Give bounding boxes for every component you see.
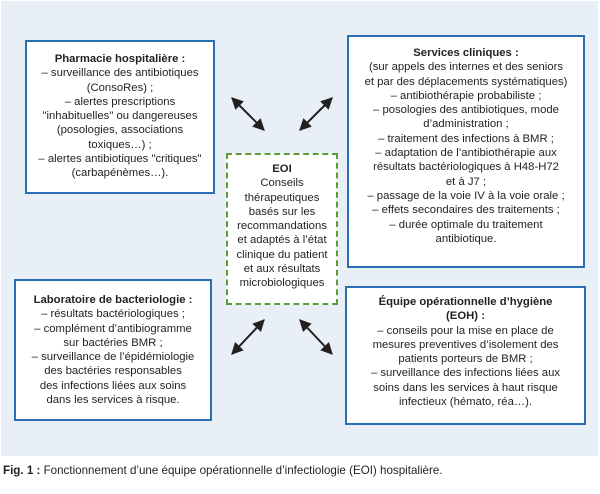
labo-line: – complément d’antibiogramme	[34, 322, 192, 335]
eoh-title: Équipe opérationnelle d’hygiène	[378, 296, 553, 308]
eoi-title: EOI	[272, 163, 292, 175]
caption-label: Fig. 1 :	[3, 464, 41, 477]
labo-title: Laboratoire de bacteriologie :	[33, 294, 193, 306]
arrow-eoh-eoi	[300, 320, 332, 354]
labo-line: sur bactéries BMR ;	[63, 336, 163, 349]
eoi-line: thérapeutiques	[244, 191, 320, 204]
eoh-title-suffix: (EOH) :	[446, 310, 485, 323]
labo-line: – surveillance de l’épidémiologie	[31, 351, 195, 364]
services-title: Services cliniques :	[413, 47, 519, 59]
pharmacie-line: – alertes antibiotiques "critiques"	[38, 153, 202, 166]
services-line: – posologies des antibiotiques, mode	[373, 104, 559, 117]
services-line: – traitement des infections à BMR ;	[378, 132, 554, 145]
eoi-line: recommandations	[237, 220, 327, 233]
caption-text: Fonctionnement d’une équipe opérationnelle d’infectiologie (EOI) hospitalière.	[40, 464, 443, 477]
labo-line: des infections liées aux soins	[39, 379, 187, 392]
eoh-line: infectieux (hémato, réa…).	[398, 396, 533, 409]
eoi-line: clinique du patient	[236, 248, 328, 261]
services-line: – durée optimale du traitement	[389, 218, 543, 231]
eoh-line: patients porteurs de BMR ;	[398, 353, 533, 366]
eoh-line: mesures preventives d’isolement des	[372, 338, 559, 351]
services-line: résultats bactériologiques à H48-H72	[373, 161, 559, 174]
labo-line: – résultats bactériologiques ;	[41, 308, 185, 321]
labo-line: dans les services à risque.	[46, 394, 180, 407]
pharmacie-title: Pharmacie hospitalière :	[54, 53, 186, 65]
pharmacie-line: (ConsoRes) ;	[86, 81, 154, 94]
eoh-line: soins dans les services à haut risque	[373, 381, 558, 394]
eoi-line: microbiologiques	[239, 277, 325, 290]
pharmacie-line: (carbapénèmes…).	[71, 167, 169, 180]
arrow-pharmacie-eoi	[232, 98, 264, 130]
pharmacie-line: – alertes prescriptions	[64, 95, 176, 108]
eoh-line: – surveillance des infections liées aux	[370, 367, 560, 380]
eoi-line: basés sur les	[248, 205, 316, 218]
arrow-labo-eoi	[232, 320, 264, 354]
services-line: et à J7 ;	[445, 175, 487, 188]
figure-caption	[3, 464, 443, 477]
labo-line: des bactéries responsables	[44, 365, 182, 378]
services-line: d’administration ;	[423, 118, 509, 131]
services-line: – antibiothérapie probabiliste ;	[390, 89, 542, 102]
eoi-line: et adaptés à l’état	[237, 234, 327, 247]
eoh-line: – conseils pour la mise en place de	[377, 324, 554, 337]
eoi-line: et aux résultats	[243, 263, 321, 276]
services-line: antibiotique.	[435, 232, 497, 245]
services-line: – adaptation de l’antibiothérapie aux	[375, 147, 557, 160]
pharmacie-line: – surveillance des antibiotiques	[41, 67, 199, 80]
eoi-line: Conseils	[260, 177, 304, 190]
pharmacie-line: "inhabituelles" ou dangereuses	[42, 110, 198, 123]
services-line: – effets secondaires des traitements ;	[372, 204, 560, 217]
pharmacie-line: (posologies, associations	[56, 124, 184, 137]
services-line: (sur appels des internes et des seniors	[368, 61, 564, 74]
services-line: – passage de la voie IV à la voie orale ;	[367, 189, 565, 202]
arrow-services-eoi	[300, 98, 332, 130]
services-line: et par des déplacements systématiques)	[364, 75, 568, 88]
pharmacie-line: toxiques…) ;	[88, 138, 152, 151]
